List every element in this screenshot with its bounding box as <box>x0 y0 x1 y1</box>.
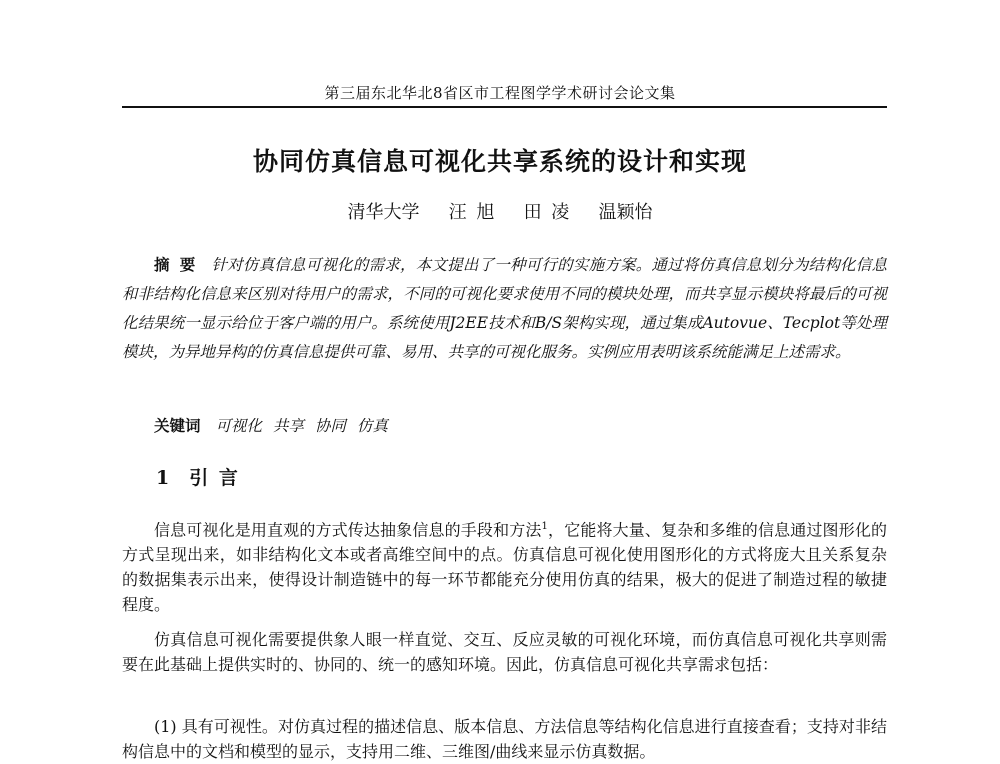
affiliation: 清华大学 <box>347 202 420 223</box>
author-line <box>0 198 1000 224</box>
keywords-label: 关键词 <box>154 416 201 435</box>
keyword-item: 共享 <box>272 417 304 435</box>
abstract <box>122 250 887 367</box>
paper-title: 协同仿真信息可视化共享系统的设计和实现 <box>252 147 747 176</box>
keywords <box>154 414 394 436</box>
keyword-item: 仿真 <box>356 417 388 435</box>
section-number: 1 <box>156 467 172 489</box>
keyword-item: 协同 <box>314 417 346 435</box>
paragraph-2: 仿真信息可视化需要提供象人眼一样直觉、交互、反应灵敏的可视化环境，而仿真信息可视化共享则需要在此基础上提供实时的、协同的、统一的感知环境。因此，仿真信息可视化共享需求包括： <box>122 630 887 674</box>
author-1: 汪 旭 <box>448 202 495 223</box>
citation-marker: 1 <box>541 521 548 532</box>
abstract-text: 针对仿真信息可视化的需求，本文提出了一种可行的实施方案。通过将仿真信息划分为结构化信息和非结构化信息来区别对待用户的需求，不同的可视化要求使用不同的模块处理，而共享显示模块将最后的可视化结果统一显示给位于客户端的用户。系统使用J2EE技术和B/S架构实现，通过集成Autovue、Tecplot等处理模块，为异地异构的仿真信息提供可靠、易用、共享的可视化服务。实例应用表明该系统能满足上述需求。 <box>122 256 887 361</box>
author-2: 田 凌 <box>523 202 570 223</box>
running-header: 第三届东北华北8省区市工程图学学术研讨会论文集 <box>324 84 676 102</box>
abstract-label: 摘要 <box>154 255 206 274</box>
keyword-item: 可视化 <box>215 417 262 435</box>
section-title: 引 言 <box>189 467 240 489</box>
author-3: 温颖怡 <box>598 202 653 223</box>
paragraph-1 <box>122 514 887 617</box>
section-heading <box>156 463 240 490</box>
paragraph-1-lead: 信息可视化是用直观的方式传达抽象信息的手段和方法 <box>154 520 542 540</box>
paragraph-3: (1) 具有可视性。对仿真过程的描述信息、版本信息、方法信息等结构化信息进行直接查看；支持对非结构信息中的文档和模型的显示，支持用二维、三维图/曲线来显示仿真数据。 <box>122 717 887 761</box>
paragraph-1-rest: ，它能将大量、复杂和多维的信息通过图形化的方式呈现出来，如非结构化文本或者高维空间中的点。仿真信息可视化使用图形化的方式将庞大且关系复杂的数据集表示出来，使得设计制造链中的每一环节都能充分使用仿真的结果，极大的促进了制造过程的敏捷程度。 <box>122 520 887 615</box>
header-rule <box>122 106 887 108</box>
